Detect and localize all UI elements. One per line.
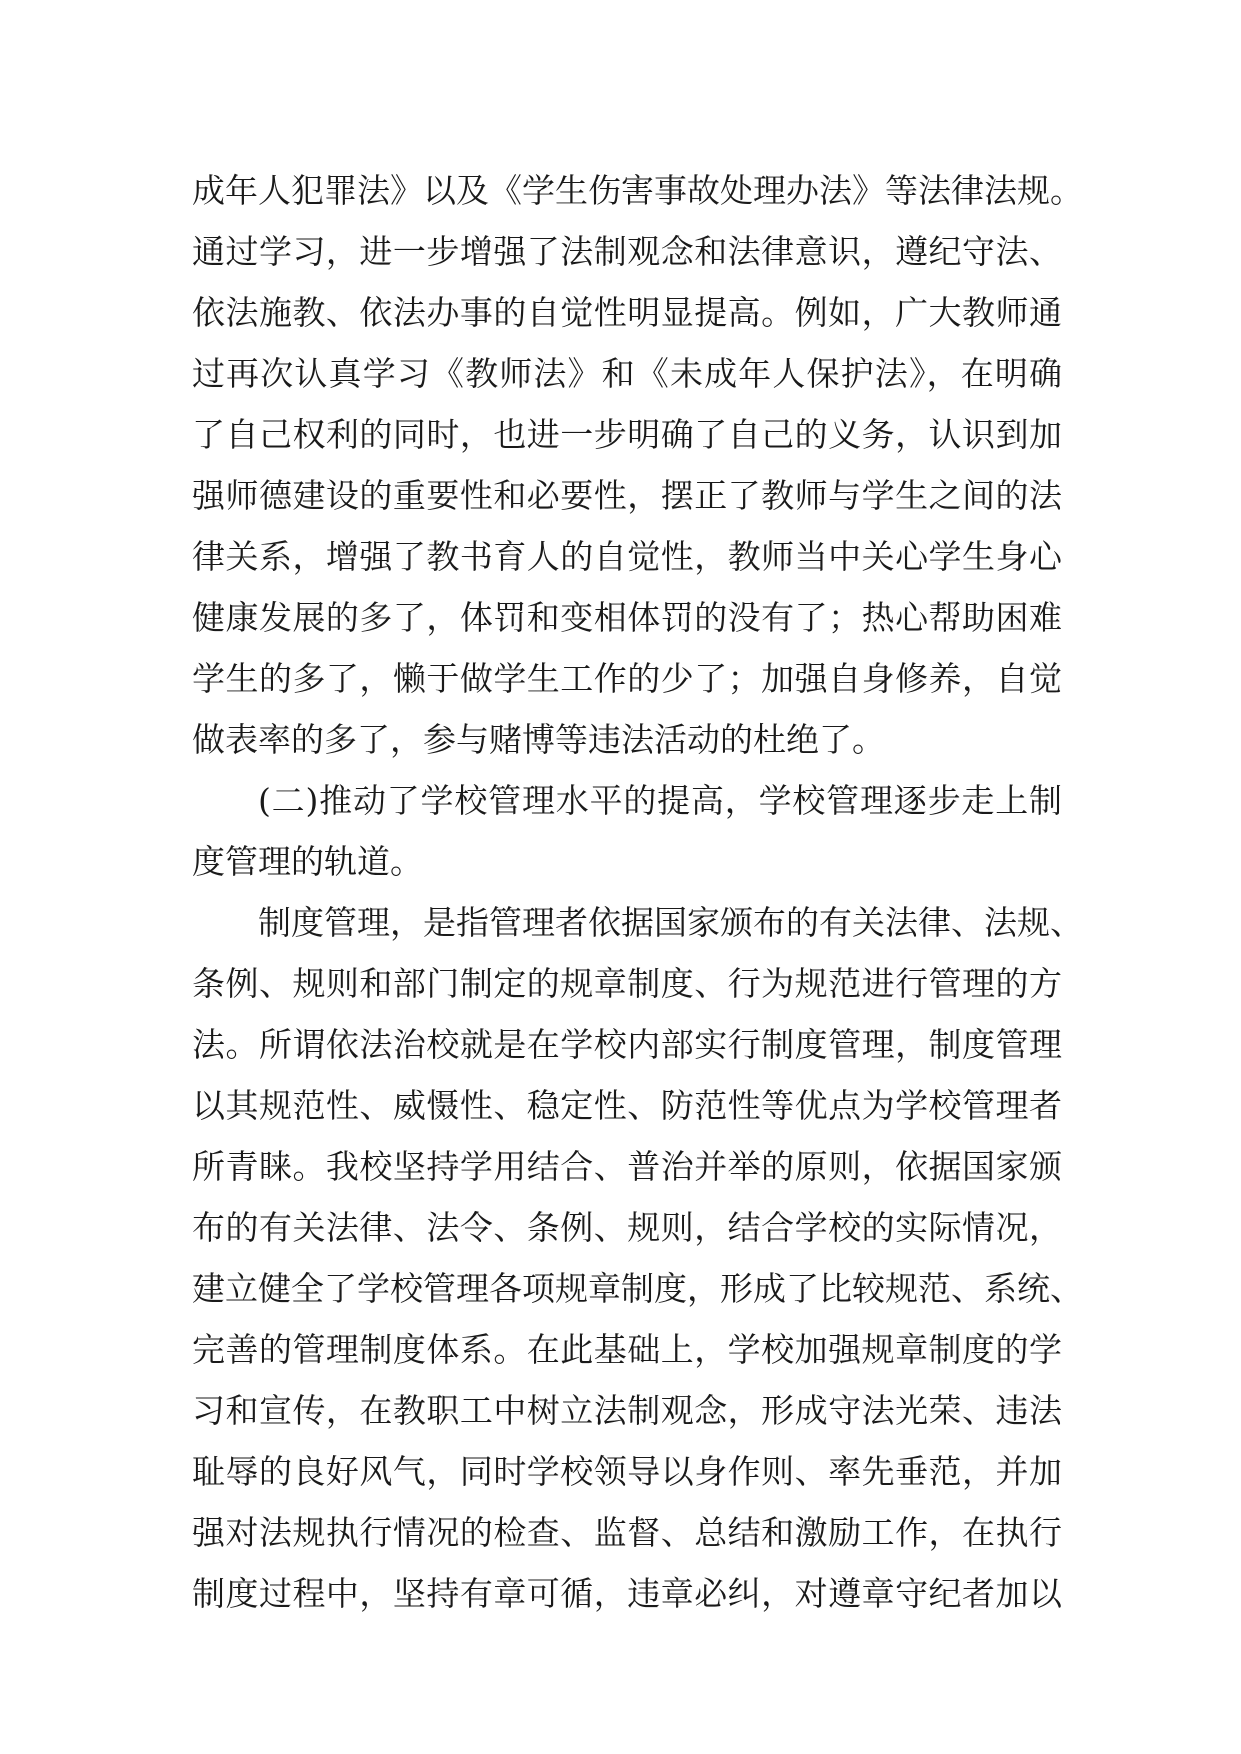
text-line: 所青睐。我校坚持学用结合、普治并举的原则，依据国家颁 (192, 1147, 1062, 1186)
text-line: (二)推动了学校管理水平的提高，学校管理逐步走上制 (258, 781, 1062, 820)
text-line: 以其规范性、威慑性、稳定性、防范性等优点为学校管理者 (192, 1086, 1062, 1125)
text-line: 健康发展的多了，体罚和变相体罚的没有了；热心帮助困难 (192, 598, 1062, 637)
text-line: 做表率的多了，参与赌博等违法活动的杜绝了。 (192, 720, 885, 759)
text-line: 强对法规执行情况的检查、监督、总结和激励工作，在执行 (192, 1513, 1062, 1552)
text-line: 制度过程中，坚持有章可循，违章必纠，对遵章守纪者加以 (192, 1574, 1062, 1613)
text-line: 通过学习，进一步增强了法制观念和法律意识，遵纪守法、 (192, 232, 1062, 271)
text-line: 律关系，增强了教书育人的自觉性，教师当中关心学生身心 (192, 537, 1062, 576)
text-line: 习和宣传，在教职工中树立法制观念，形成守法光荣、违法 (192, 1391, 1062, 1430)
document-body (192, 160, 1083, 1624)
text-line: 成年人犯罪法》以及《学生伤害事故处理办法》等法律法规。 (192, 171, 1083, 210)
text-line: 制度管理，是指管理者依据国家颁布的有关法律、法规、 (258, 903, 1083, 942)
text-line: 依法施教、依法办事的自觉性明显提高。例如，广大教师通 (192, 293, 1062, 332)
text-line: 了自己权利的同时，也进一步明确了自己的义务，认识到加 (192, 415, 1062, 454)
text-line: 布的有关法律、法令、条例、规则，结合学校的实际情况， (192, 1208, 1062, 1247)
text-line: 条例、规则和部门制定的规章制度、行为规范进行管理的方 (192, 964, 1062, 1003)
text-line: 建立健全了学校管理各项规章制度，形成了比较规范、系统、 (192, 1269, 1083, 1308)
text-line: 学生的多了，懒于做学生工作的少了；加强自身修养，自觉 (192, 659, 1062, 698)
text-line: 强师德建设的重要性和必要性，摆正了教师与学生之间的法 (192, 476, 1062, 515)
text-line: 度管理的轨道。 (192, 842, 423, 881)
text-line: 耻辱的良好风气，同时学校领导以身作则、率先垂范，并加 (192, 1452, 1062, 1491)
text-line: 完善的管理制度体系。在此基础上，学校加强规章制度的学 (192, 1330, 1062, 1369)
text-line: 过再次认真学习《教师法》和《未成年人保护法》，在明确 (192, 354, 1062, 393)
text-line: 法。所谓依法治校就是在学校内部实行制度管理，制度管理 (192, 1025, 1062, 1064)
